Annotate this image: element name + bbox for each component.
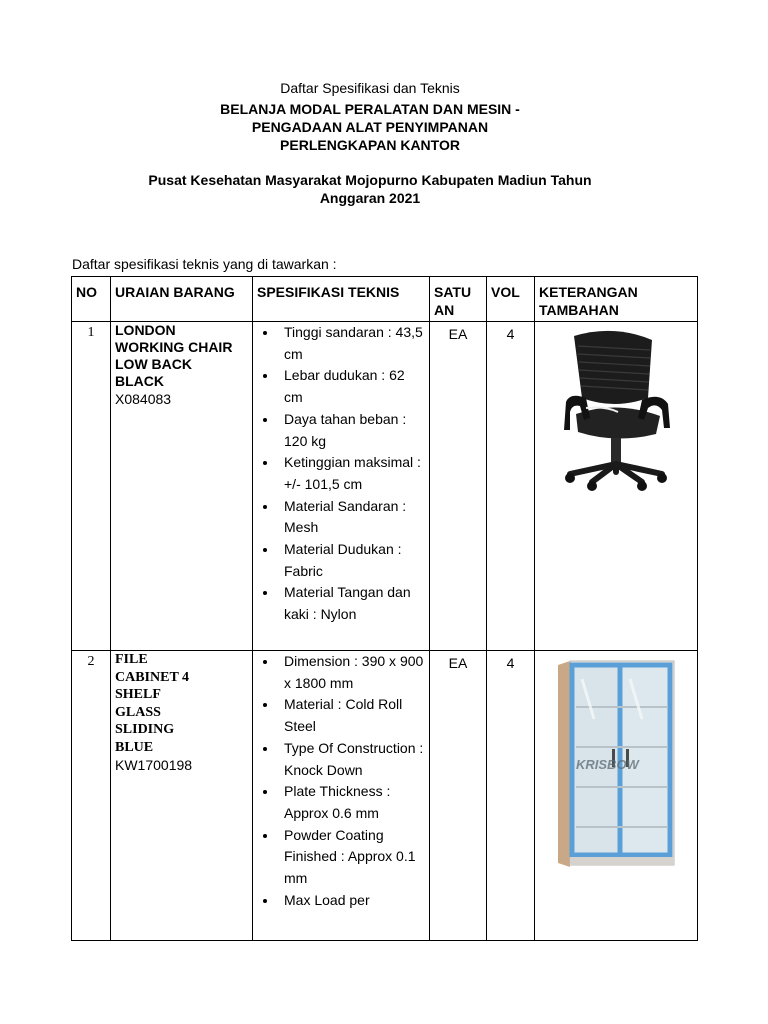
- spec-item: • Dimension : 390 x 900 x 1800 mm: [278, 651, 425, 694]
- spec-item: • Daya tahan beban : 120 kg: [278, 409, 425, 452]
- header-no: NO: [72, 277, 111, 322]
- spec-table: [71, 276, 698, 941]
- volume-cell: 4: [487, 651, 535, 941]
- spec-item: • Material Dudukan : Fabric: [278, 539, 425, 582]
- unit-cell: EA: [430, 322, 487, 651]
- doc-title-line-1: BELANJA MODAL PERALATAN DAN MESIN -: [220, 101, 520, 117]
- item-name-line: BLUE: [115, 739, 154, 755]
- item-name-line: FILE: [115, 652, 148, 667]
- image-cell: [535, 322, 698, 651]
- office-chair-image: [556, 322, 676, 492]
- item-name-line: LONDON: [115, 322, 176, 338]
- header-keterangan-line-2: TAMBAHAN: [539, 302, 619, 318]
- table-row: [72, 651, 698, 941]
- spec-cell: [253, 322, 430, 651]
- spec-item: • Plate Thickness : Approx 0.6 mm: [278, 781, 425, 824]
- institution-line-2: Anggaran 2021: [319, 190, 421, 206]
- header-satuan-line-1: SATU: [434, 284, 472, 300]
- spec-item: • Material Tangan dan kaki : Nylon: [278, 582, 425, 625]
- header-keterangan-line-1: KETERANGAN: [539, 284, 638, 300]
- doc-subtitle: Daftar Spesifikasi dan Teknis: [280, 80, 460, 96]
- file-cabinet-image: [554, 659, 678, 869]
- table-row: [72, 322, 698, 651]
- item-name-line: SHELF: [115, 687, 161, 702]
- spec-item: • Type Of Construction : Knock Down: [278, 738, 425, 781]
- header-uraian: URAIAN BARANG: [111, 277, 253, 322]
- item-name-cell: [111, 322, 253, 651]
- item-name-line: SLIDING: [115, 722, 175, 737]
- spec-item: • Powder Coating Finished : Approx 0.1 mm: [278, 825, 425, 890]
- item-name-line: CABINET 4: [115, 669, 190, 685]
- image-cell: [535, 651, 698, 941]
- institution-line-1: Pusat Kesehatan Masyarakat Mojopurno Kabupaten Madiun Tahun: [148, 172, 592, 188]
- header-satuan: [430, 277, 487, 322]
- spec-item: • Max Load per: [278, 890, 425, 912]
- spec-item: • Tinggi sandaran : 43,5 cm: [278, 322, 425, 365]
- row-number: 2: [72, 651, 111, 941]
- spec-item: • Lebar dudukan : 62 cm: [278, 365, 425, 408]
- unit-cell: EA: [430, 651, 487, 941]
- item-code: X084083: [115, 391, 172, 407]
- spec-item: • Material Sandaran : Mesh: [278, 496, 425, 539]
- item-code: KW1700198: [115, 757, 193, 773]
- item-name-line: GLASS: [115, 704, 161, 720]
- header-keterangan: [535, 277, 698, 322]
- spec-cell: [253, 651, 430, 941]
- header-satuan-line-2: AN: [434, 302, 455, 318]
- header-vol: VOL: [487, 277, 535, 322]
- item-name-cell: [111, 651, 253, 941]
- item-name-line: BLACK: [115, 373, 164, 389]
- spec-list: [257, 651, 425, 911]
- doc-title-line-3: PERLENGKAPAN KANTOR: [280, 137, 460, 153]
- volume-cell: 4: [487, 322, 535, 651]
- spec-item: • Material : Cold Roll Steel: [278, 694, 425, 737]
- row-number: 1: [72, 322, 111, 651]
- spec-item: • Ketinggian maksimal : +/- 101,5 cm: [278, 452, 425, 495]
- table-header-row: [72, 277, 698, 322]
- item-name-line: WORKING CHAIR: [115, 339, 233, 355]
- krisbow-logo: KRISBOW: [576, 757, 639, 772]
- spec-list: [257, 322, 425, 626]
- intro-text: Daftar spesifikasi teknis yang di tawarkan :: [72, 256, 337, 272]
- item-name-line: LOW BACK: [115, 356, 192, 372]
- header-spesifikasi: SPESIFIKASI TEKNIS: [253, 277, 430, 322]
- doc-title-line-2: PENGADAAN ALAT PENYIMPANAN: [251, 119, 489, 135]
